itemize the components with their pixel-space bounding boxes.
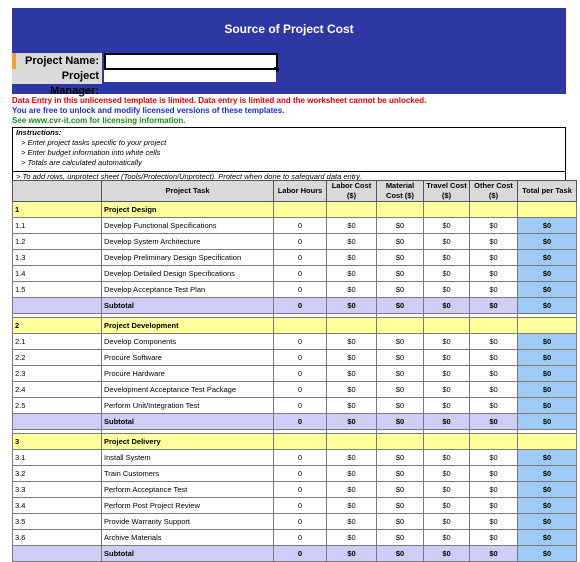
- task-number: 1.3: [13, 250, 102, 266]
- subtotal-labor: $0: [327, 546, 377, 562]
- project-name-input[interactable]: [104, 53, 278, 70]
- phase-empty-cell: [470, 434, 518, 450]
- table-row: [13, 482, 577, 498]
- total-per-task-cell: $0: [518, 382, 577, 398]
- material-cell[interactable]: $0: [377, 382, 424, 398]
- other-cell[interactable]: $0: [470, 282, 518, 298]
- phase-empty-cell: [518, 434, 577, 450]
- table-row: [13, 366, 577, 382]
- subtotal-empty-cell: [13, 298, 102, 314]
- phase-empty-cell: [377, 434, 424, 450]
- table-row: [13, 466, 577, 482]
- instructions-box: [12, 127, 566, 172]
- subtotal-row: [13, 298, 577, 314]
- header-total-per-task: Total per Task: [518, 181, 577, 202]
- subtotal-label: Subtotal: [102, 298, 274, 314]
- phase-empty-cell: [327, 434, 377, 450]
- total-per-task-cell: $0: [518, 398, 577, 414]
- task-number: 3.1: [13, 450, 102, 466]
- labor-cell[interactable]: $0: [327, 366, 377, 382]
- other-cell[interactable]: $0: [470, 250, 518, 266]
- phase-empty-cell: [518, 318, 577, 334]
- labor-cell[interactable]: $0: [327, 382, 377, 398]
- phase-number: 1: [13, 202, 102, 218]
- hours-cell[interactable]: 0: [274, 530, 327, 546]
- table-row: [13, 234, 577, 250]
- cost-table: [12, 180, 577, 562]
- travel-cell[interactable]: $0: [424, 250, 470, 266]
- other-cell[interactable]: $0: [470, 498, 518, 514]
- subtotal-label: Subtotal: [102, 546, 274, 562]
- total-per-task-cell: $0: [518, 450, 577, 466]
- other-cell[interactable]: $0: [470, 530, 518, 546]
- task-name-cell[interactable]: Develop Acceptance Test Plan: [102, 282, 274, 298]
- total-per-task-cell: $0: [518, 482, 577, 498]
- phase-empty-cell: [518, 202, 577, 218]
- task-name-cell[interactable]: Procure Hardware: [102, 366, 274, 382]
- project-manager-input[interactable]: [104, 70, 276, 82]
- phase-number: 2: [13, 318, 102, 334]
- table-row: [13, 266, 577, 282]
- total-per-task-cell: $0: [518, 350, 577, 366]
- labor-cell[interactable]: $0: [327, 218, 377, 234]
- task-name-cell[interactable]: Install System: [102, 450, 274, 466]
- hours-cell[interactable]: 0: [274, 482, 327, 498]
- material-cell[interactable]: $0: [377, 498, 424, 514]
- subtotal-other: $0: [470, 546, 518, 562]
- phase-name[interactable]: Project Design: [102, 202, 274, 218]
- travel-cell[interactable]: $0: [424, 218, 470, 234]
- task-name-cell[interactable]: Develop Preliminary Design Specification: [102, 250, 274, 266]
- other-cell[interactable]: $0: [470, 266, 518, 282]
- subtotal-total: $0: [518, 414, 577, 430]
- subtotal-total: $0: [518, 298, 577, 314]
- subtotal-hours: 0: [274, 546, 327, 562]
- task-number: 3.6: [13, 530, 102, 546]
- task-number: 2.1: [13, 334, 102, 350]
- hours-cell[interactable]: 0: [274, 250, 327, 266]
- phase-empty-cell: [274, 202, 327, 218]
- subtotal-material: $0: [377, 414, 424, 430]
- travel-cell[interactable]: $0: [424, 266, 470, 282]
- travel-cell[interactable]: $0: [424, 234, 470, 250]
- hours-cell[interactable]: 0: [274, 218, 327, 234]
- header-material-cost: Material Cost ($): [377, 181, 424, 202]
- hours-cell[interactable]: 0: [274, 366, 327, 382]
- other-cell[interactable]: $0: [470, 366, 518, 382]
- other-cell[interactable]: $0: [470, 350, 518, 366]
- phase-empty-cell: [327, 202, 377, 218]
- other-cell[interactable]: $0: [470, 482, 518, 498]
- other-cell[interactable]: $0: [470, 514, 518, 530]
- phase-empty-cell: [470, 202, 518, 218]
- material-cell[interactable]: $0: [377, 334, 424, 350]
- labor-cell[interactable]: $0: [327, 482, 377, 498]
- subtotal-row: [13, 414, 577, 430]
- subtotal-travel: $0: [424, 414, 470, 430]
- header-num: [13, 181, 102, 202]
- travel-cell[interactable]: $0: [424, 350, 470, 366]
- other-cell[interactable]: $0: [470, 382, 518, 398]
- phase-empty-cell: [377, 202, 424, 218]
- material-cell[interactable]: $0: [377, 234, 424, 250]
- total-per-task-cell: $0: [518, 266, 577, 282]
- other-cell[interactable]: $0: [470, 334, 518, 350]
- travel-cell[interactable]: $0: [424, 466, 470, 482]
- labor-cell[interactable]: $0: [327, 334, 377, 350]
- material-cell[interactable]: $0: [377, 366, 424, 382]
- material-cell[interactable]: $0: [377, 282, 424, 298]
- subtotal-labor: $0: [327, 298, 377, 314]
- instruction-item: > Enter budget information into white cells: [21, 148, 161, 157]
- task-name-cell[interactable]: Develop Detailed Design Specifications: [102, 266, 274, 282]
- hours-cell[interactable]: 0: [274, 466, 327, 482]
- task-name-cell[interactable]: Develop Components: [102, 334, 274, 350]
- other-cell[interactable]: $0: [470, 234, 518, 250]
- hours-cell[interactable]: 0: [274, 382, 327, 398]
- labor-cell[interactable]: $0: [327, 498, 377, 514]
- phase-empty-cell: [424, 434, 470, 450]
- header-other-cost: Other Cost ($): [470, 181, 518, 202]
- table-row: [13, 250, 577, 266]
- task-number: 1.5: [13, 282, 102, 298]
- task-name-cell[interactable]: Develop Functional Specifications: [102, 218, 274, 234]
- material-cell[interactable]: $0: [377, 482, 424, 498]
- header-labor-cost: Labor Cost ($): [327, 181, 377, 202]
- phase-empty-cell: [274, 318, 327, 334]
- labor-cell[interactable]: $0: [327, 266, 377, 282]
- hours-cell[interactable]: 0: [274, 350, 327, 366]
- hours-cell[interactable]: 0: [274, 514, 327, 530]
- phase-name[interactable]: Project Development: [102, 318, 274, 334]
- phase-empty-cell: [274, 434, 327, 450]
- phase-empty-cell: [424, 318, 470, 334]
- other-cell[interactable]: $0: [470, 398, 518, 414]
- total-per-task-cell: $0: [518, 234, 577, 250]
- phase-number: 3: [13, 434, 102, 450]
- travel-cell[interactable]: $0: [424, 366, 470, 382]
- subtotal-total: $0: [518, 546, 577, 562]
- hours-cell[interactable]: 0: [274, 450, 327, 466]
- task-name-cell[interactable]: Train Customers: [102, 466, 274, 482]
- task-number: 3.3: [13, 482, 102, 498]
- task-name-cell[interactable]: Perform Unit/Integration Test: [102, 398, 274, 414]
- travel-cell[interactable]: $0: [424, 398, 470, 414]
- phase-row: [13, 202, 577, 218]
- labor-cell[interactable]: $0: [327, 398, 377, 414]
- material-cell[interactable]: $0: [377, 514, 424, 530]
- table-row: [13, 514, 577, 530]
- travel-cell[interactable]: $0: [424, 498, 470, 514]
- instructions-heading: Instructions:: [16, 128, 62, 137]
- header-project-task: Project Task: [102, 181, 274, 202]
- task-name-cell[interactable]: Perform Acceptance Test: [102, 482, 274, 498]
- task-number: 3.2: [13, 466, 102, 482]
- hours-cell[interactable]: 0: [274, 266, 327, 282]
- task-number: 2.5: [13, 398, 102, 414]
- subtotal-travel: $0: [424, 546, 470, 562]
- other-cell[interactable]: $0: [470, 450, 518, 466]
- material-cell[interactable]: $0: [377, 350, 424, 366]
- labor-cell[interactable]: $0: [327, 466, 377, 482]
- table-row: [13, 218, 577, 234]
- other-cell[interactable]: $0: [470, 466, 518, 482]
- hours-cell[interactable]: 0: [274, 398, 327, 414]
- task-number: 1.1: [13, 218, 102, 234]
- task-number: 2.4: [13, 382, 102, 398]
- instruction-item: > Totals are calculated automatically: [21, 158, 142, 167]
- total-per-task-cell: $0: [518, 514, 577, 530]
- subtotal-labor: $0: [327, 414, 377, 430]
- labor-cell[interactable]: $0: [327, 350, 377, 366]
- material-cell[interactable]: $0: [377, 266, 424, 282]
- table-row: [13, 530, 577, 546]
- instruction-item: > Enter project tasks specific to your project: [21, 138, 167, 147]
- travel-cell[interactable]: $0: [424, 482, 470, 498]
- subtotal-other: $0: [470, 414, 518, 430]
- protect-note: > To add rows, unprotect sheet (Tools/Protection/Unprotect). Protect when done to safeguard data entry.: [12, 171, 566, 181]
- task-name-cell[interactable]: Provide Warranty Support: [102, 514, 274, 530]
- task-name-cell[interactable]: Archive Materials: [102, 530, 274, 546]
- table-header-row: [13, 181, 577, 202]
- phase-name[interactable]: Project Delivery: [102, 434, 274, 450]
- table-row: [13, 498, 577, 514]
- hours-cell[interactable]: 0: [274, 334, 327, 350]
- total-per-task-cell: $0: [518, 334, 577, 350]
- subtotal-other: $0: [470, 298, 518, 314]
- table-row: [13, 382, 577, 398]
- subtotal-material: $0: [377, 546, 424, 562]
- project-manager-label: Project Manager:: [12, 69, 102, 84]
- total-per-task-cell: $0: [518, 498, 577, 514]
- travel-cell[interactable]: $0: [424, 382, 470, 398]
- notice-line-2: You are free to unlock and modify licensed versions of these templates.: [12, 106, 285, 115]
- phase-empty-cell: [470, 318, 518, 334]
- subtotal-material: $0: [377, 298, 424, 314]
- subtotal-hours: 0: [274, 298, 327, 314]
- travel-cell[interactable]: $0: [424, 514, 470, 530]
- table-row: [13, 450, 577, 466]
- material-cell[interactable]: $0: [377, 450, 424, 466]
- total-per-task-cell: $0: [518, 366, 577, 382]
- task-number: 3.4: [13, 498, 102, 514]
- hours-cell[interactable]: 0: [274, 234, 327, 250]
- total-per-task-cell: $0: [518, 250, 577, 266]
- header-labor-hours: Labor Hours: [274, 181, 327, 202]
- table-row: [13, 334, 577, 350]
- material-cell[interactable]: $0: [377, 530, 424, 546]
- total-per-task-cell: $0: [518, 218, 577, 234]
- header-banner: [12, 8, 566, 97]
- labor-cell[interactable]: $0: [327, 250, 377, 266]
- task-number: 1.2: [13, 234, 102, 250]
- labor-cell[interactable]: $0: [327, 450, 377, 466]
- header-travel-cost: Travel Cost ($): [424, 181, 470, 202]
- travel-cell[interactable]: $0: [424, 530, 470, 546]
- phase-empty-cell: [327, 318, 377, 334]
- hours-cell[interactable]: 0: [274, 498, 327, 514]
- table-row: [13, 282, 577, 298]
- hours-cell[interactable]: 0: [274, 282, 327, 298]
- material-cell[interactable]: $0: [377, 466, 424, 482]
- task-name-cell[interactable]: Perform Post Project Review: [102, 498, 274, 514]
- license-notice: [12, 96, 566, 126]
- labor-cell[interactable]: $0: [327, 282, 377, 298]
- phase-row: [13, 318, 577, 334]
- total-per-task-cell: $0: [518, 530, 577, 546]
- total-per-task-cell: $0: [518, 282, 577, 298]
- notice-line-1: Data Entry in this unlicensed template is limited. Data entry is limited and the worksheet cannot be unlocked.: [12, 96, 427, 105]
- subtotal-row: [13, 546, 577, 562]
- material-cell[interactable]: $0: [377, 218, 424, 234]
- task-number: 2.3: [13, 366, 102, 382]
- task-name-cell[interactable]: Development Acceptance Test Package: [102, 382, 274, 398]
- project-name-label: Project Name:: [12, 53, 102, 69]
- subtotal-travel: $0: [424, 298, 470, 314]
- task-number: 3.5: [13, 514, 102, 530]
- labor-cell[interactable]: $0: [327, 530, 377, 546]
- subtotal-hours: 0: [274, 414, 327, 430]
- material-cell[interactable]: $0: [377, 250, 424, 266]
- travel-cell[interactable]: $0: [424, 282, 470, 298]
- labor-cell[interactable]: $0: [327, 514, 377, 530]
- other-cell[interactable]: $0: [470, 218, 518, 234]
- subtotal-empty-cell: [13, 546, 102, 562]
- phase-row: [13, 434, 577, 450]
- table-row: [13, 350, 577, 366]
- task-number: 1.4: [13, 266, 102, 282]
- notice-line-3: See www.cvr-it.com for licensing information.: [12, 116, 186, 125]
- subtotal-label: Subtotal: [102, 414, 274, 430]
- task-number: 2.2: [13, 350, 102, 366]
- travel-cell[interactable]: $0: [424, 450, 470, 466]
- phase-empty-cell: [424, 202, 470, 218]
- subtotal-empty-cell: [13, 414, 102, 430]
- table-row: [13, 398, 577, 414]
- material-cell[interactable]: $0: [377, 398, 424, 414]
- phase-empty-cell: [377, 318, 424, 334]
- labor-cell[interactable]: $0: [327, 234, 377, 250]
- travel-cell[interactable]: $0: [424, 334, 470, 350]
- total-per-task-cell: $0: [518, 466, 577, 482]
- task-name-cell[interactable]: Develop System Architecture: [102, 234, 274, 250]
- task-name-cell[interactable]: Procure Software: [102, 350, 274, 366]
- page-title: Source of Project Cost: [224, 22, 354, 36]
